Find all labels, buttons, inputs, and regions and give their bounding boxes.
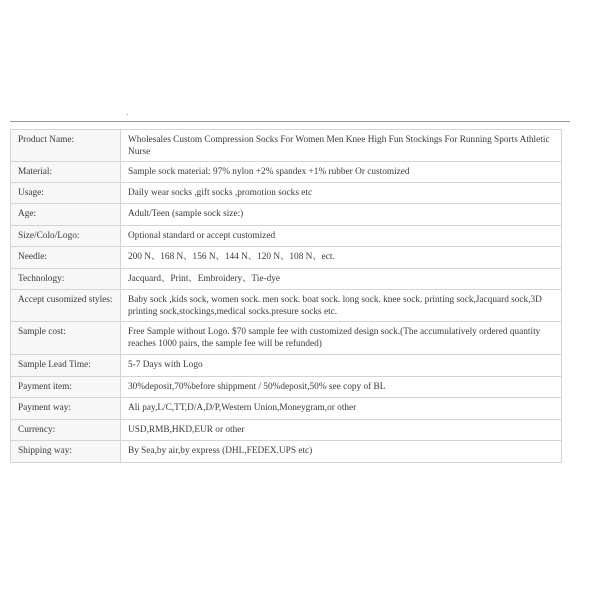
row-label: Size/Colo/Logo:: [11, 226, 121, 247]
row-label: Age:: [11, 204, 121, 226]
row-value: Sample sock material: 97% nylon +2% spandex +1% rubber Or customized: [121, 162, 562, 183]
row-value: Adult/Teen (sample sock size:): [121, 204, 562, 226]
row-label: Technology:: [11, 269, 121, 290]
row-value: Optional standard or accept customized: [121, 226, 562, 247]
row-value: By Sea,by air,by express (DHL,FEDEX.UPS etc): [121, 441, 562, 463]
row-value: Ali pay,L/C,TT,D/A,D/P,Western Union,Moneygram,or other: [121, 398, 562, 420]
table-row: [11, 247, 562, 269]
row-value: Free Sample without Logo. $70 sample fee with customized design sock.(The accumulatively ordered quantity reaches 1000 pairs, the sample fee will be refunded): [121, 322, 562, 355]
table-row: [11, 398, 562, 420]
row-label: Currency:: [11, 420, 121, 441]
row-label: Shipping way:: [11, 441, 121, 463]
table-row: [11, 183, 562, 204]
table-row: [11, 377, 562, 398]
row-value: Baby sock ,kids sock, women sock. men sock. boat sock. long sock. knee sock. printing sock,Jacquard sock,3D printing sock,stockings,medical socks.presure socks etc.: [121, 290, 562, 322]
row-value: USD,RMB,HKD,EUR or other: [121, 420, 562, 441]
row-label: Usage:: [11, 183, 121, 204]
table-row: [11, 441, 562, 463]
row-value: 200 N、168 N、156 N、144 N、120 N、108 N、ect.: [121, 247, 562, 269]
divider-line: [10, 121, 570, 122]
row-value: 30%deposit,70%before shippment / 50%deposit,50% see copy of BL: [121, 377, 562, 398]
row-label: Sample Lead Time:: [11, 355, 121, 377]
row-value: 5-7 Days with Logo: [121, 355, 562, 377]
row-value: Jacquard、Print、Embroidery、Tie-dye: [121, 269, 562, 290]
table-row: [11, 269, 562, 290]
table-row: [11, 226, 562, 247]
row-value: Daily wear socks ,gift socks ,promotion socks etc: [121, 183, 562, 204]
table-row: [11, 322, 562, 355]
row-label: Accept cusomized styles:: [11, 290, 121, 322]
table-row: [11, 130, 562, 162]
table-row: [11, 355, 562, 377]
table-row: [11, 290, 562, 322]
row-label: Payment way:: [11, 398, 121, 420]
row-label: Material:: [11, 162, 121, 183]
row-label: Needle:: [11, 247, 121, 269]
table-row: [11, 420, 562, 441]
table-row: [11, 204, 562, 226]
row-label: Product Name:: [11, 130, 121, 162]
row-label: Payment item:: [11, 377, 121, 398]
row-value: Wholesales Custom Compression Socks For Women Men Knee High Fun Stockings For Running Sports Athletic Nurse: [121, 130, 562, 162]
header-mark: .: [126, 107, 129, 117]
table-row: [11, 162, 562, 183]
spec-table: [10, 129, 562, 463]
row-label: Sample cost:: [11, 322, 121, 355]
